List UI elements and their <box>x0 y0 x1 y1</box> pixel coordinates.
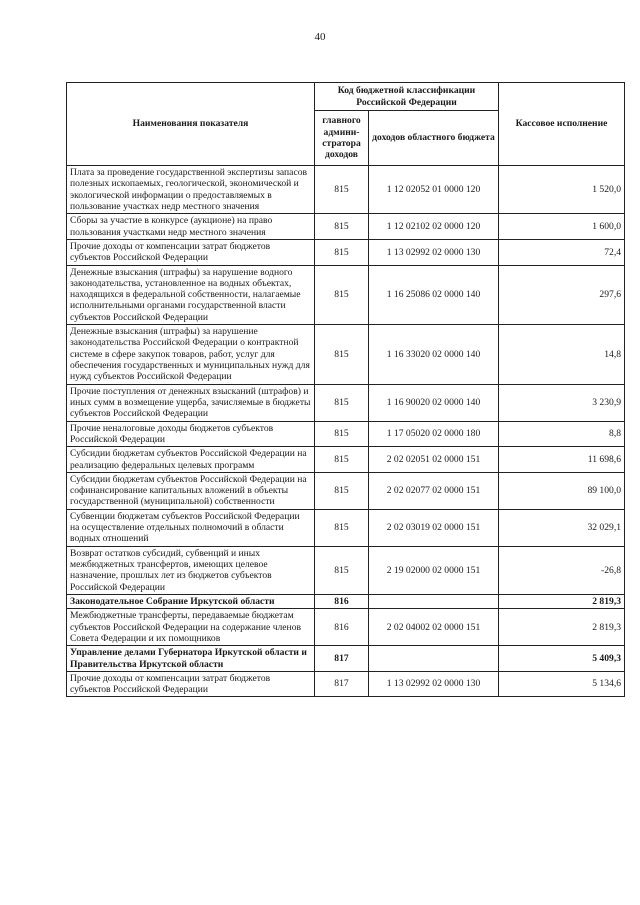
table-row <box>67 594 625 608</box>
row-administrator-code: 815 <box>315 384 369 421</box>
row-cash-execution-amount: 5 409,3 <box>499 646 625 672</box>
row-indicator-name: Прочие доходы от компенсации затрат бюджетов субъектов Российской Федерации <box>67 671 315 697</box>
header-classification-code: Код бюджетной классификации Российской Федерации <box>315 83 499 111</box>
row-administrator-code: 816 <box>315 609 369 646</box>
table-row <box>67 166 625 214</box>
table-row <box>67 472 625 509</box>
table-header <box>67 83 625 166</box>
table-row <box>67 239 625 265</box>
row-administrator-code: 815 <box>315 265 369 325</box>
row-budget-classification-code: 1 16 25086 02 0000 140 <box>369 265 499 325</box>
row-budget-classification-code: 1 13 02992 02 0000 130 <box>369 671 499 697</box>
row-indicator-name: Плата за проведение государственной экспертизы запасов полезных ископаемых, геологической, экономической и экологической информации о предоставляемых в пользование участках недр местного значения <box>67 166 315 214</box>
row-indicator-name: Управление делами Губернатора Иркутской области и Правительства Иркутской области <box>67 646 315 672</box>
row-budget-classification-code <box>369 646 499 672</box>
row-indicator-name: Денежные взыскания (штрафы) за нарушение законодательства Российской Федерации о контрактной системе в сфере закупок товаров, работ, услуг для обеспечения государственных и муниципальных нужд для нужд субъектов Российской Федерации <box>67 325 315 385</box>
row-administrator-code: 815 <box>315 214 369 240</box>
page-number: 40 <box>314 31 326 43</box>
table-row <box>67 265 625 325</box>
row-cash-execution-amount: -26,8 <box>499 546 625 594</box>
row-budget-classification-code: 1 16 33020 02 0000 140 <box>369 325 499 385</box>
row-budget-classification-code: 2 02 04002 02 0000 151 <box>369 609 499 646</box>
row-cash-execution-amount: 32 029,1 <box>499 509 625 546</box>
header-indicator-name: Наименования показателя <box>67 83 315 166</box>
row-administrator-code: 815 <box>315 166 369 214</box>
row-administrator-code: 815 <box>315 509 369 546</box>
row-cash-execution-amount: 8,8 <box>499 421 625 447</box>
row-administrator-code: 815 <box>315 447 369 473</box>
row-budget-classification-code: 1 12 02102 02 0000 120 <box>369 214 499 240</box>
table-row <box>67 509 625 546</box>
row-indicator-name: Денежные взыскания (штрафы) за нарушение водного законодательства, установленное на водных объектах, находящихся в федеральной собственности, налагаемые исполнительными органами государственной власти субъектов Российской Федерации <box>67 265 315 325</box>
row-budget-classification-code: 2 02 02077 02 0000 151 <box>369 472 499 509</box>
row-administrator-code: 815 <box>315 472 369 509</box>
row-cash-execution-amount: 2 819,3 <box>499 594 625 608</box>
row-administrator-code: 815 <box>315 421 369 447</box>
row-indicator-name: Прочие неналоговые доходы бюджетов субъектов Российской Федерации <box>67 421 315 447</box>
header-main-administrator: главного админи-стратора доходов <box>315 111 369 166</box>
row-administrator-code: 817 <box>315 646 369 672</box>
table-row <box>67 214 625 240</box>
table-row <box>67 671 625 697</box>
row-indicator-name: Прочие поступления от денежных взысканий (штрафов) и иных сумм в возмещение ущерба, зачисляемые в бюджеты субъектов Российской Федерации <box>67 384 315 421</box>
budget-revenue-table <box>66 82 625 697</box>
row-budget-classification-code: 1 17 05020 02 0000 180 <box>369 421 499 447</box>
row-budget-classification-code: 1 13 02992 02 0000 130 <box>369 239 499 265</box>
row-cash-execution-amount: 11 698,6 <box>499 447 625 473</box>
table-row <box>67 325 625 385</box>
row-administrator-code: 815 <box>315 325 369 385</box>
table-row <box>67 609 625 646</box>
header-cash-execution: Кассовое исполнение <box>499 83 625 166</box>
row-indicator-name: Субвенции бюджетам субъектов Российской Федерации на осуществление отдельных полномочий в области водных отношений <box>67 509 315 546</box>
table-row <box>67 447 625 473</box>
row-cash-execution-amount: 1 520,0 <box>499 166 625 214</box>
row-budget-classification-code <box>369 594 499 608</box>
row-cash-execution-amount: 89 100,0 <box>499 472 625 509</box>
row-indicator-name: Сборы за участие в конкурсе (аукционе) на право пользования участками недр местного значения <box>67 214 315 240</box>
table-row <box>67 421 625 447</box>
header-regional-budget-revenue: доходов областного бюджета <box>369 111 499 166</box>
row-cash-execution-amount: 1 600,0 <box>499 214 625 240</box>
row-cash-execution-amount: 72,4 <box>499 239 625 265</box>
table-row <box>67 384 625 421</box>
table-body <box>67 166 625 697</box>
row-indicator-name: Межбюджетные трансферты, передаваемые бюджетам субъектов Российской Федерации на содержание членов Совета Федерации и их помощников <box>67 609 315 646</box>
row-indicator-name: Субсидии бюджетам субъектов Российской Федерации на реализацию федеральных целевых программ <box>67 447 315 473</box>
table-row <box>67 546 625 594</box>
row-budget-classification-code: 2 19 02000 02 0000 151 <box>369 546 499 594</box>
row-cash-execution-amount: 297,6 <box>499 265 625 325</box>
row-budget-classification-code: 2 02 02051 02 0000 151 <box>369 447 499 473</box>
row-budget-classification-code: 1 12 02052 01 0000 120 <box>369 166 499 214</box>
row-administrator-code: 817 <box>315 671 369 697</box>
row-cash-execution-amount: 3 230,9 <box>499 384 625 421</box>
row-cash-execution-amount: 2 819,3 <box>499 609 625 646</box>
row-budget-classification-code: 1 16 90020 02 0000 140 <box>369 384 499 421</box>
row-indicator-name: Возврат остатков субсидий, субвенций и иных межбюджетных трансфертов, имеющих целевое назначение, прошлых лет из бюджетов субъектов Российской Федерации <box>67 546 315 594</box>
row-administrator-code: 815 <box>315 546 369 594</box>
row-indicator-name: Прочие доходы от компенсации затрат бюджетов субъектов Российской Федерации <box>67 239 315 265</box>
row-indicator-name: Субсидии бюджетам субъектов Российской Федерации на софинансирование капитальных вложений в объекты государственной (муниципальной) собственности <box>67 472 315 509</box>
row-administrator-code: 816 <box>315 594 369 608</box>
row-budget-classification-code: 2 02 03019 02 0000 151 <box>369 509 499 546</box>
table-row <box>67 646 625 672</box>
row-cash-execution-amount: 5 134,6 <box>499 671 625 697</box>
row-cash-execution-amount: 14,8 <box>499 325 625 385</box>
row-indicator-name: Законодательное Собрание Иркутской области <box>67 594 315 608</box>
row-administrator-code: 815 <box>315 239 369 265</box>
